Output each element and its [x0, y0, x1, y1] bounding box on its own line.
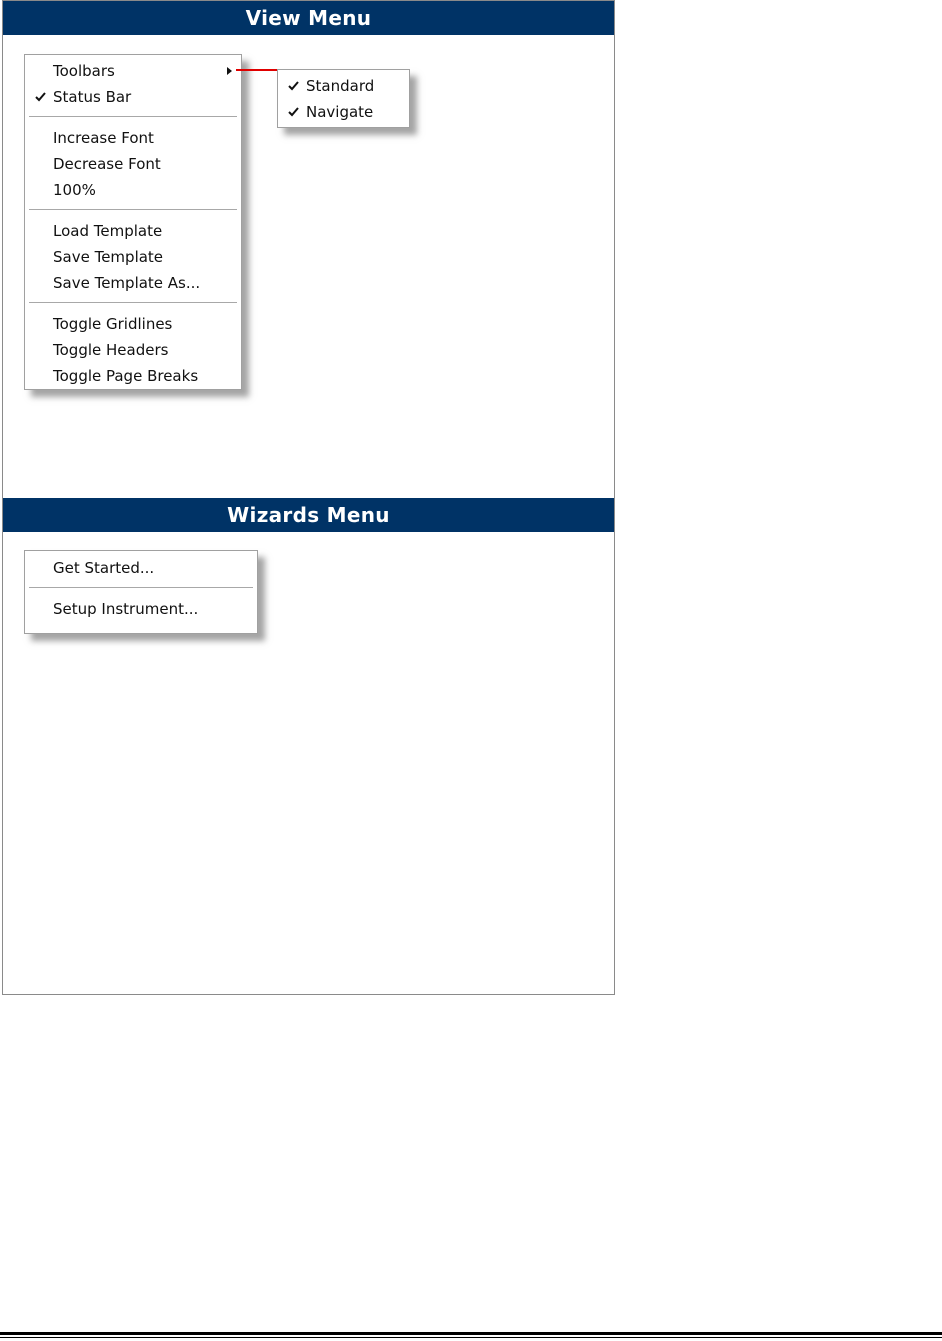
- menu-separator: [29, 116, 237, 118]
- menu-item-toolbars[interactable]: [25, 58, 241, 84]
- submenu-connector-line: [236, 69, 278, 71]
- menu-item-save-template[interactable]: [25, 244, 241, 270]
- menu-separator: [29, 587, 253, 589]
- checkmark-icon: [286, 99, 300, 125]
- menu-item-increase-font[interactable]: [25, 125, 241, 151]
- menu-item-label: Load Template: [53, 222, 163, 240]
- page-bottom-rule-thin: [0, 1337, 942, 1338]
- wizards-menu: [24, 550, 258, 634]
- menu-item-label: Get Started...: [53, 559, 155, 577]
- toolbars-submenu: [277, 69, 410, 128]
- menu-item-toggle-gridlines[interactable]: [25, 311, 241, 337]
- menu-separator: [29, 302, 237, 304]
- menu-item-label: Navigate: [306, 103, 374, 121]
- menu-item-label: Status Bar: [53, 88, 132, 106]
- submenu-arrow-icon: [227, 67, 232, 75]
- menu-item-label: Save Template As...: [53, 274, 201, 292]
- menu-item-label: Standard: [306, 77, 375, 95]
- menu-item-label: Decrease Font: [53, 155, 161, 173]
- menu-item-label: Toggle Page Breaks: [53, 367, 199, 385]
- wizards-menu-header: Wizards Menu: [3, 498, 614, 532]
- menu-item-label: 100%: [53, 181, 96, 199]
- menu-item-toggle-headers[interactable]: [25, 337, 241, 363]
- menu-item-label: Toggle Gridlines: [53, 315, 173, 333]
- menu-item-100-percent[interactable]: [25, 177, 241, 203]
- menu-item-toggle-page-breaks[interactable]: [25, 363, 241, 389]
- menu-item-label: Save Template: [53, 248, 164, 266]
- menu-item-load-template[interactable]: [25, 218, 241, 244]
- menu-item-status-bar[interactable]: [25, 84, 241, 110]
- menu-item-label: Toggle Headers: [53, 341, 169, 359]
- menu-item-save-template-as[interactable]: [25, 270, 241, 296]
- menu-item-label: Increase Font: [53, 129, 154, 147]
- submenu-item-navigate[interactable]: [278, 99, 409, 125]
- menu-separator: [29, 209, 237, 211]
- menu-item-decrease-font[interactable]: [25, 151, 241, 177]
- checkmark-icon: [286, 73, 300, 99]
- submenu-item-standard[interactable]: [278, 73, 409, 99]
- menu-item-setup-instrument[interactable]: [25, 596, 257, 622]
- page-bottom-rule: [0, 1332, 942, 1335]
- view-menu-header: View Menu: [3, 1, 614, 35]
- checkmark-icon: [33, 84, 47, 110]
- view-menu: [24, 54, 242, 390]
- menu-item-label: Toolbars: [53, 62, 115, 80]
- menu-item-label: Setup Instrument...: [53, 600, 199, 618]
- menu-item-get-started[interactable]: [25, 555, 257, 581]
